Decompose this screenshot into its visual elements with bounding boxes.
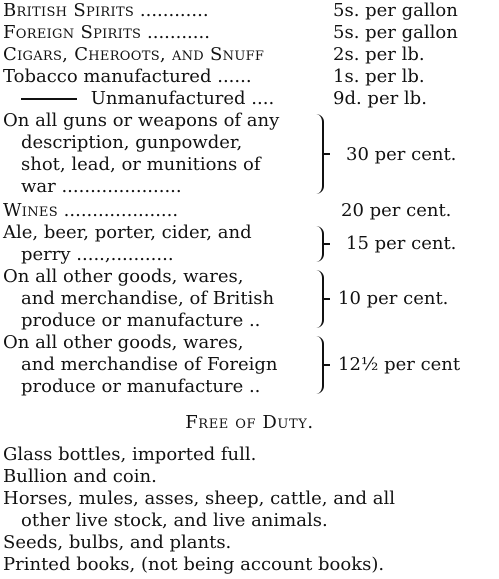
ale-rate: 15 per cent. <box>346 233 457 254</box>
british-goods-rate: 10 per cent. <box>338 288 449 309</box>
tobacco-unmanufactured-row <box>3 88 274 110</box>
british-spirits-item: British Spirits <box>3 0 135 21</box>
foreign-goods-line-1: On all other goods, wares, <box>3 332 244 353</box>
guns-line-1: On all guns or weapons of any <box>3 110 280 131</box>
tobacco-unmanufactured-leaders: .... <box>251 88 275 109</box>
cigars-item: Cigars, Cheroots, and Snuff <box>3 44 265 65</box>
guns-line-4: war ..................... <box>21 176 182 197</box>
free-item-books: Printed books, (not being account books). <box>3 554 385 575</box>
free-of-duty-heading: Free of Duty. <box>185 412 314 433</box>
tobacco-manufactured-row <box>3 66 252 88</box>
foreign-spirits-item: Foreign Spirits <box>3 22 142 43</box>
british-spirits-row <box>3 0 209 22</box>
foreign-spirits-leaders: ........... <box>147 22 210 43</box>
guns-rate: 30 per cent. <box>346 144 457 165</box>
ale-brace <box>314 226 324 262</box>
cigars-row <box>3 44 264 66</box>
wines-row <box>3 200 178 222</box>
british-goods-line-3: produce or manufacture .. <box>21 310 261 331</box>
free-item-livestock-2: other live stock, and live animals. <box>21 510 328 531</box>
foreign-goods-rate: 12½ per cent <box>338 354 461 375</box>
foreign-spirits-row <box>3 22 210 44</box>
british-spirits-leaders: ............ <box>139 0 209 21</box>
free-item-bullion: Bullion and coin. <box>3 466 157 487</box>
free-item-glass: Glass bottles, imported full. <box>3 444 257 465</box>
ale-line-1: Ale, beer, porter, cider, and <box>3 222 252 243</box>
free-item-seeds: Seeds, bulbs, and plants. <box>3 532 232 553</box>
guns-brace <box>314 114 324 194</box>
tobacco-manufactured-item: Tobacco manufactured <box>3 66 212 87</box>
ale-line-2: perry .....,........... <box>21 244 174 265</box>
wines-leaders: .................... <box>63 200 179 221</box>
foreign-goods-line-3: produce or manufacture .. <box>21 376 261 397</box>
wines-rate: 20 per cent. <box>341 200 452 221</box>
guns-line-2: description, gunpowder, <box>21 132 243 153</box>
guns-line-3: shot, lead, or munitions of <box>21 154 261 175</box>
british-goods-brace <box>314 270 324 328</box>
foreign-spirits-rate: 5s. per gallon <box>333 22 458 43</box>
british-spirits-rate: 5s. per gallon <box>333 0 458 21</box>
tobacco-unmanufactured-rate: 9d. per lb. <box>333 88 427 109</box>
tobacco-unmanufactured-item: Unmanufactured <box>90 88 246 109</box>
wines-item: Wines <box>3 200 58 221</box>
foreign-goods-brace <box>314 336 324 394</box>
british-goods-line-2: and merchandise, of British <box>21 288 275 309</box>
free-item-livestock-1: Horses, mules, asses, sheep, cattle, and all <box>3 488 396 509</box>
tobacco-manufactured-rate: 1s. per lb. <box>333 66 425 87</box>
british-goods-line-1: On all other goods, wares, <box>3 266 244 287</box>
tobacco-manufactured-leaders: ...... <box>217 66 252 87</box>
ditto-dash <box>21 98 77 100</box>
cigars-rate: 2s. per lb. <box>333 44 425 65</box>
foreign-goods-line-2: and merchandise of Foreign <box>21 354 278 375</box>
